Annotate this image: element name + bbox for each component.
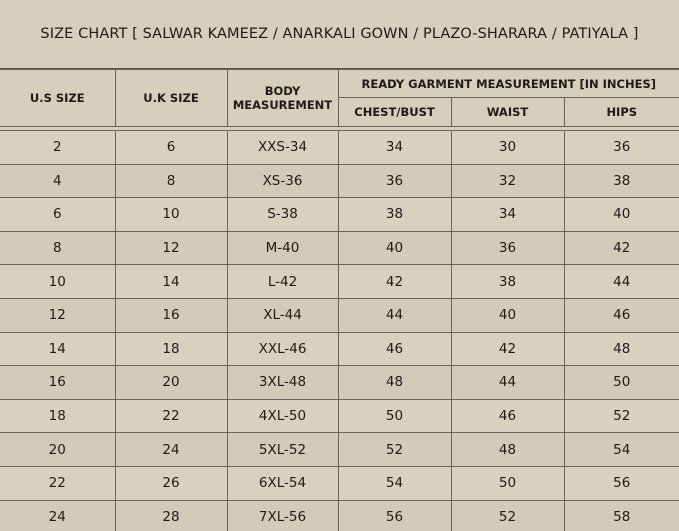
table-row [0,231,679,265]
table-row [0,332,679,366]
cell-chest: 34 [338,131,451,165]
cell-chest: 44 [338,298,451,332]
cell-uk-size: 12 [115,231,227,265]
cell-hips: 58 [564,500,679,531]
cell-hips: 38 [564,164,679,198]
cell-uk-size: 26 [115,466,227,500]
cell-body-measurement: 7XL-56 [227,500,338,531]
table-row [0,265,679,299]
cell-uk-size: 22 [115,399,227,433]
cell-waist: 52 [451,500,564,531]
cell-waist: 30 [451,131,564,165]
cell-body-measurement: XS-36 [227,164,338,198]
cell-hips: 52 [564,399,679,433]
table-row [0,164,679,198]
cell-waist: 50 [451,466,564,500]
cell-body-measurement: S-38 [227,198,338,232]
header-chest: CHEST/BUST [338,98,451,127]
cell-chest: 42 [338,265,451,299]
table-row [0,500,679,531]
cell-body-measurement: XL-44 [227,298,338,332]
cell-body-measurement: 4XL-50 [227,399,338,433]
header-uk-size: U.K SIZE [115,70,227,127]
cell-us-size: 16 [0,366,115,400]
cell-us-size: 6 [0,198,115,232]
cell-waist: 42 [451,332,564,366]
cell-hips: 44 [564,265,679,299]
cell-hips: 46 [564,298,679,332]
cell-body-measurement: XXL-46 [227,332,338,366]
table-row [0,399,679,433]
header-waist: WAIST [451,98,564,127]
cell-uk-size: 16 [115,298,227,332]
table-header [0,70,679,127]
cell-uk-size: 24 [115,433,227,467]
cell-us-size: 24 [0,500,115,531]
cell-us-size: 18 [0,399,115,433]
cell-hips: 36 [564,131,679,165]
cell-chest: 38 [338,198,451,232]
cell-us-size: 10 [0,265,115,299]
cell-uk-size: 14 [115,265,227,299]
chart-title: SIZE CHART [ SALWAR KAMEEZ / ANARKALI GOWN / PLAZO-SHARARA / PATIYALA ] [0,0,679,69]
cell-us-size: 4 [0,164,115,198]
cell-waist: 34 [451,198,564,232]
cell-us-size: 12 [0,298,115,332]
table-body [0,127,679,531]
cell-chest: 52 [338,433,451,467]
header-body-measurement [227,70,338,127]
table-row [0,198,679,232]
cell-hips: 40 [564,198,679,232]
cell-chest: 50 [338,399,451,433]
cell-chest: 36 [338,164,451,198]
header-us-size: U.S SIZE [0,70,115,127]
cell-us-size: 22 [0,466,115,500]
header-body-measurement-text: BODY MEASUREMENT [232,84,333,112]
cell-chest: 40 [338,231,451,265]
cell-hips: 42 [564,231,679,265]
cell-waist: 44 [451,366,564,400]
table-row [0,131,679,165]
cell-waist: 48 [451,433,564,467]
size-table [0,69,679,531]
cell-us-size: 8 [0,231,115,265]
cell-body-measurement: 3XL-48 [227,366,338,400]
cell-body-measurement: L-42 [227,265,338,299]
cell-body-measurement: XXS-34 [227,131,338,165]
cell-hips: 50 [564,366,679,400]
cell-body-measurement: M-40 [227,231,338,265]
cell-hips: 54 [564,433,679,467]
cell-waist: 40 [451,298,564,332]
cell-waist: 36 [451,231,564,265]
cell-uk-size: 18 [115,332,227,366]
cell-body-measurement: 5XL-52 [227,433,338,467]
cell-uk-size: 20 [115,366,227,400]
cell-chest: 54 [338,466,451,500]
table-row [0,366,679,400]
cell-hips: 48 [564,332,679,366]
cell-waist: 32 [451,164,564,198]
table-row [0,466,679,500]
cell-waist: 38 [451,265,564,299]
cell-uk-size: 6 [115,131,227,165]
header-ready-garment: READY GARMENT MEASUREMENT [IN INCHES] [338,70,679,98]
cell-uk-size: 10 [115,198,227,232]
table-row [0,298,679,332]
cell-us-size: 20 [0,433,115,467]
cell-us-size: 14 [0,332,115,366]
cell-body-measurement: 6XL-54 [227,466,338,500]
cell-chest: 48 [338,366,451,400]
cell-uk-size: 28 [115,500,227,531]
table-row [0,433,679,467]
cell-chest: 46 [338,332,451,366]
cell-us-size: 2 [0,131,115,165]
header-hips: HIPS [564,98,679,127]
cell-chest: 56 [338,500,451,531]
cell-hips: 56 [564,466,679,500]
cell-uk-size: 8 [115,164,227,198]
cell-waist: 46 [451,399,564,433]
